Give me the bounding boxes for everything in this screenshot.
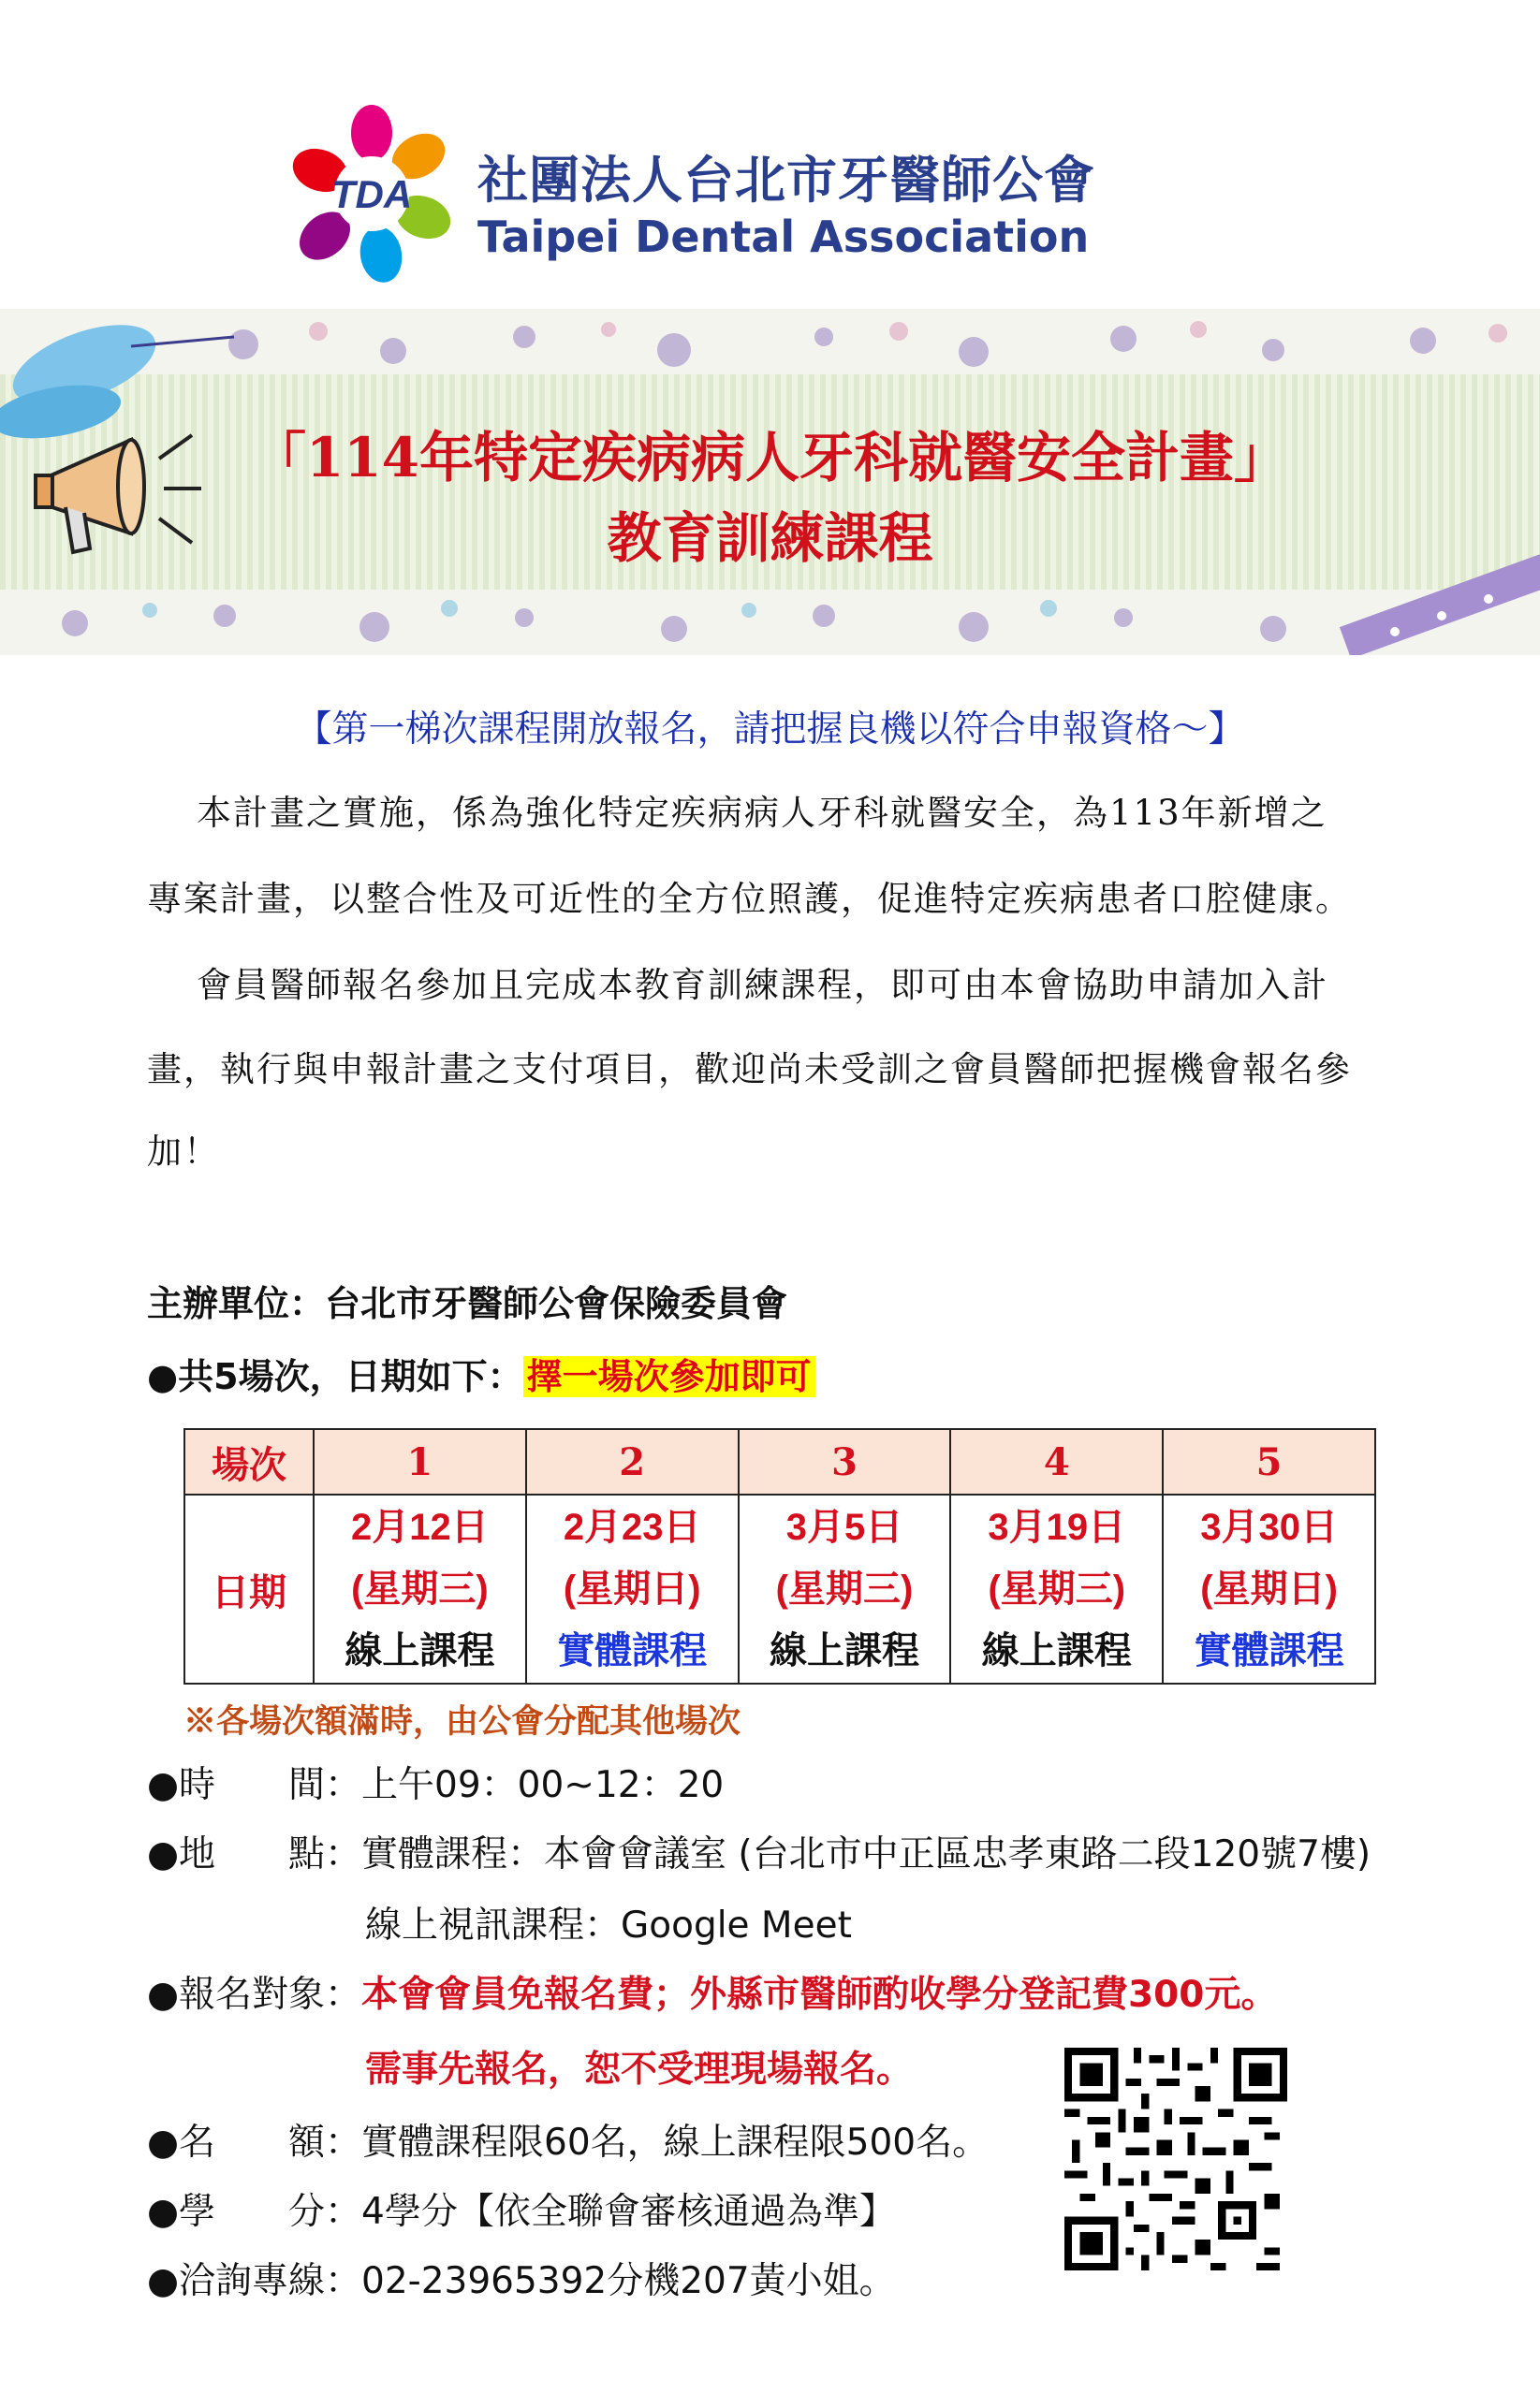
- session-date: 3月5日: [785, 1507, 903, 1548]
- org-name-zh: 社團法人台北市牙醫師公會: [477, 151, 1095, 210]
- target-label: ●報名對象：: [147, 1974, 362, 2016]
- session-weekday: (星期三): [351, 1569, 489, 1610]
- place-line: [147, 1825, 1371, 1877]
- contact-value: 02-23965392分機207黃小姐。: [361, 2260, 896, 2302]
- quota-value: 實體課程限60名，線上課程限500名。: [361, 2122, 990, 2164]
- session-mode: 線上課程: [981, 1630, 1132, 1671]
- schedule-table: [183, 1428, 1376, 1685]
- time-line: [147, 1756, 724, 1808]
- session-date: 2月12日: [351, 1507, 489, 1548]
- session-date: 3月19日: [988, 1507, 1126, 1548]
- place-label: ●地 點：: [147, 1833, 362, 1875]
- session-num-3: 3: [739, 1429, 951, 1495]
- tda-logo: [292, 105, 451, 283]
- session-mode: 線上課程: [345, 1630, 495, 1671]
- contact-line: [147, 2252, 896, 2304]
- credit-line: [147, 2182, 896, 2235]
- session-num-5: 5: [1163, 1429, 1375, 1495]
- session-weekday: (星期三): [775, 1569, 914, 1610]
- sessions-intro-text: ●共5場次，日期如下：: [147, 1356, 523, 1397]
- intro-p1-line1: 本計畫之實施，係為強化特定疾病病人牙科就醫安全，為113年新增之: [197, 793, 1327, 833]
- banner-title-line2: 教育訓練課程: [607, 506, 933, 570]
- banner-title-line1: 「114年特定疾病病人牙科就醫安全計畫」: [251, 426, 1289, 489]
- quota-line: [147, 2113, 989, 2166]
- credit-value: 4學分【依全聯會審核通過為準】: [361, 2191, 896, 2233]
- session-cell-5: [1163, 1495, 1375, 1684]
- sessions-intro: [147, 1348, 815, 1399]
- session-weekday: (星期日): [1200, 1569, 1338, 1610]
- session-date: 2月23日: [563, 1507, 701, 1548]
- intro-p2-line3: 加！: [147, 1131, 220, 1172]
- session-num-4: 4: [950, 1429, 1163, 1495]
- organizer: 主辦單位：台北市牙醫師公會保險委員會: [147, 1283, 788, 1324]
- target-value-1: 本會會員免報名費；外縣市醫師酌收學分登記費300元。: [361, 1974, 1278, 2016]
- session-cell-2: [526, 1495, 739, 1684]
- session-mode: 線上課程: [769, 1630, 919, 1671]
- date-header: 日期: [184, 1495, 314, 1684]
- intro-p2-line1: 會員醫師報名參加且完成本教育訓練課程，即可由本會協助申請加入計: [197, 965, 1328, 1005]
- org-name-en: Taipei Dental Association: [477, 212, 1090, 262]
- credit-label: ●學 分：: [147, 2191, 362, 2233]
- session-num-2: 2: [526, 1429, 739, 1495]
- enrollment-notice: 【第一梯次課程開放報名，請把握良機以符合申報資格～】: [295, 708, 1245, 751]
- banner-dots-bottom-art: [0, 590, 1540, 655]
- session-weekday: (星期三): [988, 1569, 1126, 1610]
- session-num-1: 1: [314, 1429, 526, 1495]
- banner-dots-bottom: [0, 590, 1540, 655]
- session-mode: 實體課程: [557, 1630, 708, 1671]
- contact-label: ●洽詢專線：: [147, 2260, 362, 2302]
- qr-code-icon[interactable]: [1064, 2048, 1287, 2270]
- session-cell-4: [950, 1495, 1163, 1684]
- target-line: [147, 1965, 1277, 2018]
- session-mode: 實體課程: [1194, 1630, 1344, 1671]
- place-value-2: 線上視訊課程：Google Meet: [365, 1905, 852, 1947]
- schedule-header-row: [184, 1429, 1375, 1495]
- session-weekday: (星期日): [563, 1569, 701, 1610]
- intro-p2-line2: 畫，執行與申報計畫之支付項目，歡迎尚未受訓之會員醫師把握機會報名參: [147, 1049, 1352, 1089]
- time-label: ●時 間：: [147, 1764, 362, 1806]
- sessions-highlight: 擇一場次參加即可: [523, 1356, 815, 1397]
- session-header: 場次: [184, 1429, 314, 1495]
- session-cell-3: [739, 1495, 951, 1684]
- title-banner: [0, 309, 1540, 655]
- schedule-date-row: [184, 1495, 1375, 1684]
- quota-label: ●名 額：: [147, 2122, 362, 2164]
- place-value-1: 實體課程：本會會議室 (台北市中正區忠孝東路二段120號7樓): [361, 1833, 1371, 1875]
- allocation-note: ※各場次額滿時，由公會分配其他場次: [183, 1702, 741, 1741]
- session-cell-1: [314, 1495, 526, 1684]
- time-value: 上午09：00~12：20: [361, 1764, 725, 1806]
- target-value-2: 需事先報名，恕不受理現場報名。: [365, 2049, 914, 2091]
- session-date: 3月30日: [1200, 1507, 1338, 1548]
- intro-p1-line2: 專案計畫，以整合性及可近性的全方位照護，促進特定疾病患者口腔健康。: [147, 879, 1352, 919]
- logo-text: TDA: [330, 172, 413, 216]
